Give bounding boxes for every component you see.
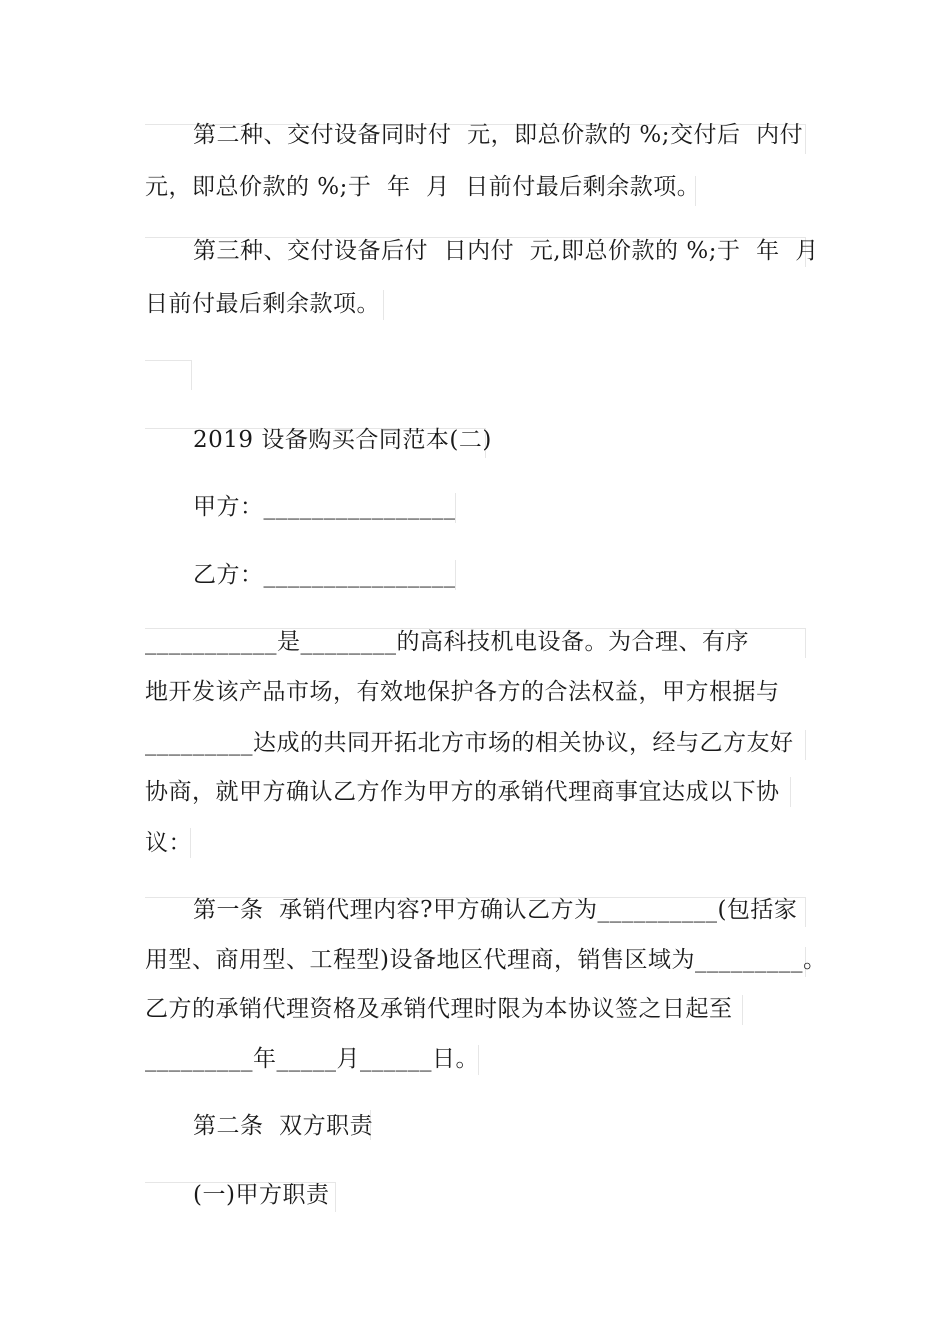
party-b-line: 乙方：________________ (193, 562, 456, 588)
guide-line (191, 360, 192, 390)
party-a-line: 甲方：________________ (193, 494, 456, 520)
intro-paragraph-line-5: 议： (145, 830, 192, 856)
paragraph-payment-option-2-line-2: 元，即总价款的 %;于 年 月 日前付最后剩余款项。 (145, 174, 701, 200)
guide-line (805, 897, 806, 927)
guide-line (805, 124, 806, 154)
article-1-line-1: 第一条 承销代理内容?甲方确认乙方为__________(包括家 (193, 897, 798, 923)
intro-paragraph-line-2: 地开发该产品市场，有效地保护各方的合法权益，甲方根据与 (145, 679, 780, 705)
document-title: 2019 设备购买合同范本(二) (193, 427, 492, 453)
guide-line (805, 730, 806, 760)
paragraph-payment-option-3-line-2: 日前付最后剩余款项。 (145, 291, 380, 317)
intro-paragraph-line-4: 协商，就甲方确认乙方作为甲方的承销代理商事宜达成以下协 (145, 779, 780, 805)
guide-line (383, 290, 384, 320)
intro-paragraph-line-3: _________达成的共同开拓北方市场的相关协议，经与乙方友好 (145, 730, 794, 756)
article-1-line-3: 乙方的承销代理资格及承销代理时限为本协议签之日起至 (145, 996, 733, 1022)
article-2-heading: 第二条 双方职责 (193, 1113, 374, 1139)
paragraph-payment-option-3-line-1: 第三种、交付设备后付 日内付 元,即总价款的 %;于 年 月 (193, 238, 819, 264)
article-1-line-2: 用型、商用型、工程型)设备地区代理商，销售区域为_________。 (145, 947, 827, 973)
guide-line (790, 777, 791, 807)
guide-line (145, 360, 191, 361)
guide-line (805, 628, 806, 658)
party-a-duties-heading: (一)甲方职责 (193, 1182, 330, 1208)
guide-line (335, 1182, 336, 1212)
guide-line (742, 995, 743, 1025)
paragraph-payment-option-2-line-1: 第二种、交付设备同时付 元，即总价款的 %;交付后 内付 (193, 122, 804, 148)
intro-paragraph-line-1: ___________是________的高科技机电设备。为合理、有序 (145, 629, 749, 655)
article-1-line-4: _________年_____月______日。 (145, 1046, 479, 1072)
